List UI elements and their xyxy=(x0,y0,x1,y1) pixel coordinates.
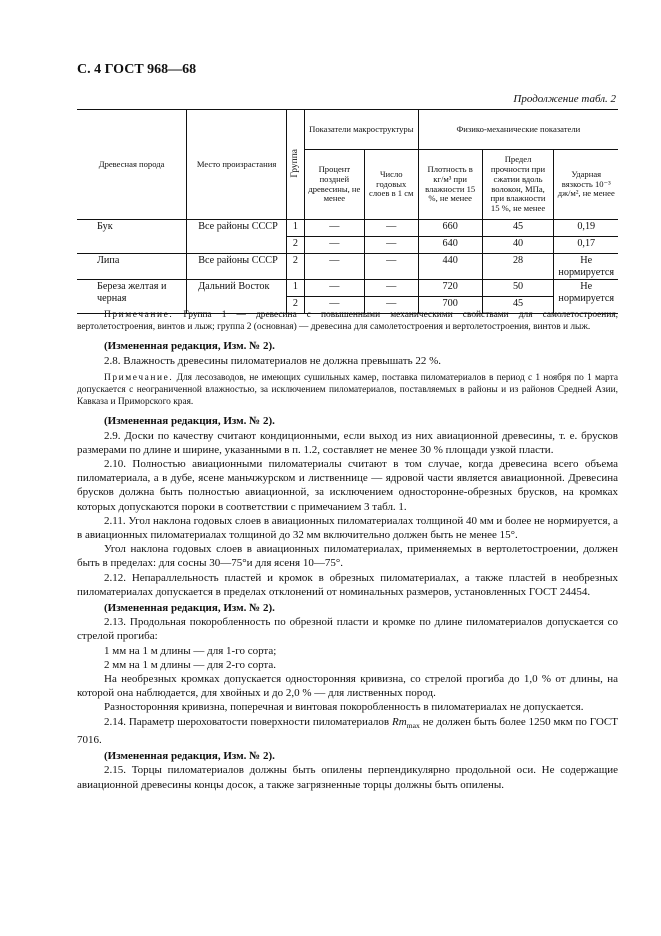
cell-rings: — xyxy=(364,297,418,314)
note-label: Примечание. xyxy=(104,310,174,320)
cell-place: Все районы СССР xyxy=(187,254,287,280)
clause-2-14-end: не должен быть более 1250 мкм по ГОСТ 7016. xyxy=(77,715,618,747)
cell-strength: 45 xyxy=(482,297,554,314)
table-note xyxy=(77,309,618,333)
col-header-density: Плотность в кг/м³ при влажности 15 %, не менее xyxy=(418,150,482,220)
cell-density: 440 xyxy=(418,254,482,280)
revision-note: (Измененная редакция, Изм. № 2). xyxy=(104,340,275,353)
cell-density: 640 xyxy=(418,237,482,254)
cell-latewood: — xyxy=(304,220,364,237)
cell-rings: — xyxy=(364,237,418,254)
table-row xyxy=(77,220,618,237)
cell-latewood: — xyxy=(304,297,364,314)
col-header-place: Место произрастания xyxy=(187,110,287,220)
note-text: Для лесозаводов, не имеющих сушильных камер, поставка пиломатериалов в период с 1 ноября по 1 марта допускается с неограниченной влажностью, за исключением пиломатериалов, поставляемых в районы и из районов Средней Азии, Кавказа и Приморского края. xyxy=(77,372,618,408)
col-header-rings: Число годовых слоев в 1 см xyxy=(364,150,418,220)
cell-density: 660 xyxy=(418,220,482,237)
cell-strength: 40 xyxy=(482,237,554,254)
cell-rings: — xyxy=(364,280,418,297)
page-header: С. 4 ГОСТ 968—68 xyxy=(77,62,197,77)
cell-group: 1 xyxy=(286,220,304,237)
clause-2-13-grade1: 1 мм на 1 м длины — для 1-го сорта; xyxy=(104,644,277,657)
clause-2-12: 2.12. Непараллельность пластей и кромок в обрезных пиломатериалах, а также пластей в необрезных пиломатериалах допускается в пределах отклонений от номинальных размеров, установленных ГОСТ 24454. xyxy=(77,571,618,598)
clause-2-13-edges: На необрезных кромках допускается односторонняя кривизна, со стрелой прогиба до 1,0 % от длины, на которой она наблюдается, для хвойных и до 2,0 % — для лиственных пород. xyxy=(77,673,618,700)
properties-table xyxy=(77,109,618,314)
clause-2-11-helicopter: Угол наклона годовых слоев в авиационных пиломатериалах, применяемых в вертолетостроении, должен быть в пределах: для сосны 30—75°и для ясеня 10—75°. xyxy=(77,543,618,570)
cell-impact: 0,19 xyxy=(554,220,618,237)
clause-2-13: 2.13. Продольная покоробленность по обрезной пласти и кромке по длине пиломатериалов допускается со стрелой прогиба: xyxy=(77,616,618,643)
cell-place: Все районы СССР xyxy=(187,220,287,254)
table-row xyxy=(77,280,618,297)
clause-2-9: 2.9. Доски по качеству считают кондиционными, если выход из них авиационной древесины, т. е. брусков размерами по длине и ширине, указанными в п. 1.2, составляет не менее 30 % площади узкой пласти. xyxy=(77,429,618,456)
cell-strength: 28 xyxy=(482,254,554,280)
cell-density: 720 xyxy=(418,280,482,297)
table-continuation-label: Продолжение табл. 2 xyxy=(513,93,616,105)
clause-2-14-start: 2.14. Параметр шероховатости поверхности пиломатериалов xyxy=(104,715,392,728)
cell-rings: — xyxy=(364,254,418,280)
col-header-group-text: Группа xyxy=(289,148,300,178)
revision-note: (Измененная редакция, Изм. № 2). xyxy=(104,750,275,763)
cell-wood: Береза желтая и черная xyxy=(77,280,187,314)
cell-impact: Не нормируется xyxy=(554,254,618,280)
clause-2-11: 2.11. Угол наклона годовых слоев в авиационных пиломатериалах толщиной 40 мм и более не нормируется, а в авиационных пиломатериалах толщиной до 32 мм включительно должен быть не менее 15°. xyxy=(77,514,618,542)
cell-density: 700 xyxy=(418,297,482,314)
revision-note: (Измененная редакция, Изм. № 2). xyxy=(104,602,275,615)
col-header-latewood: Процент поздней древесины, не менее xyxy=(304,150,364,220)
clause-2-10: 2.10. Полностью авиационными пиломатериалы считают в том случае, когда древесина всего объема пиломатериала, а в дубе, ясене маньчжурском и лиственнице — ядровой части является авиационной. Древесина брусков должна быть полностью авиационной, за исключением односторонне-обрезных брусков, на кромках которых допускаются пороки в соответствии с примечанием 3 табл. 1. xyxy=(77,458,618,513)
clause-2-14 xyxy=(77,715,618,748)
col-header-impact: Ударная вязкость 10⁻³ дж/м², не менее xyxy=(554,150,618,220)
cell-latewood: — xyxy=(304,280,364,297)
cell-latewood: — xyxy=(304,254,364,280)
cell-rings: — xyxy=(364,220,418,237)
cell-latewood: — xyxy=(304,237,364,254)
clause-2-8-note xyxy=(77,372,618,409)
note-text: Группа 1 — древесина с повышенными механическими свойствами для самолетостроения, вертолетостроения, винтов и лыж; группа 2 (основная) — древесина для самолетостроения и вертолетостроения, винтов и лыж. xyxy=(77,310,618,333)
revision-note: (Измененная редакция, Изм. № 2). xyxy=(104,415,275,428)
cell-wood: Липа xyxy=(77,254,187,280)
table-row xyxy=(77,254,618,280)
note-label: Примечание. xyxy=(104,372,174,383)
clause-2-13-grade2: 2 мм на 1 м длины — для 2-го сорта. xyxy=(104,658,277,671)
col-header-group xyxy=(286,110,304,220)
clause-2-13-warp: Разносторонняя кривизна, поперечная и винтовая покоробленность в пиломатериалах не допускается. xyxy=(104,701,584,714)
clause-2-8: 2.8. Влажность древесины пиломатериалов не должна превышать 22 %. xyxy=(104,354,441,367)
cell-group: 2 xyxy=(286,237,304,254)
col-header-wood: Древесная порода xyxy=(77,110,187,220)
cell-group: 2 xyxy=(286,297,304,314)
col-header-strength: Предел прочности при сжатии вдоль волокон, МПа, при влажности 15 %, не менее xyxy=(482,150,554,220)
roughness-symbol: Rm xyxy=(391,715,407,728)
document-body xyxy=(77,309,618,792)
cell-group: 1 xyxy=(286,280,304,297)
roughness-subscript: max xyxy=(406,720,420,730)
cell-strength: 45 xyxy=(482,220,554,237)
col-header-macro: Показатели макроструктуры xyxy=(304,110,418,150)
cell-impact: Не нормируется xyxy=(554,280,618,314)
col-header-phys: Физико-механические показатели xyxy=(418,110,618,150)
cell-wood: Бук xyxy=(77,220,187,254)
cell-group: 2 xyxy=(286,254,304,280)
cell-impact: 0,17 xyxy=(554,237,618,254)
cell-place: Дальний Восток xyxy=(187,280,287,314)
clause-2-15: 2.15. Торцы пиломатериалов должны быть опилены перпендикулярно продольной оси. Не содержащие авиационной древесины концы досок, а также загрязненные торцы должны быть опилены. xyxy=(77,764,618,791)
cell-strength: 50 xyxy=(482,280,554,297)
